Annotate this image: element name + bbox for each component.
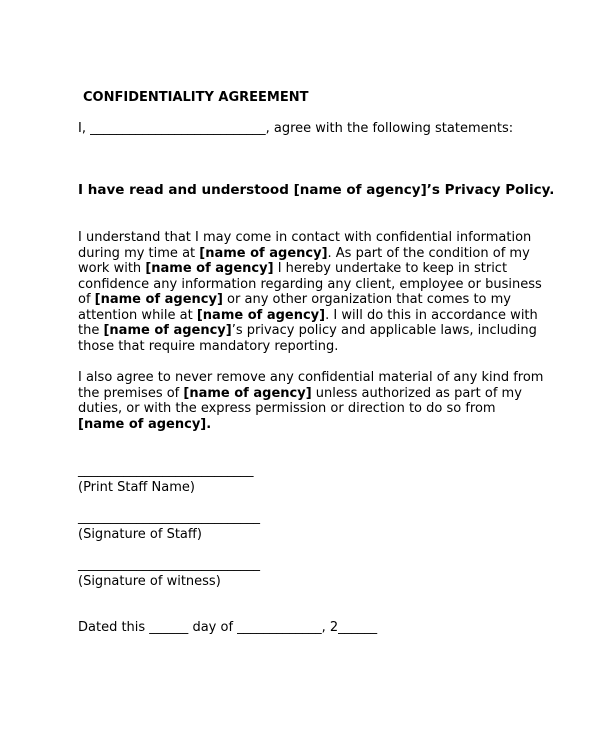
paragraph-line: duties, or with the express permission or direction to do so from xyxy=(78,401,496,416)
staff-signature-label: (Signature of Staff) xyxy=(78,527,202,542)
privacy-policy-heading: I have read and understood [name of agency]’s Privacy Policy. xyxy=(78,182,555,198)
agency-placeholder: [name of agency] xyxy=(94,292,223,307)
paragraph-line: I also agree to never remove any confidential material of any kind from xyxy=(78,370,544,385)
intro-statement: I, ___________________________, agree with the following statements: xyxy=(78,121,514,136)
paragraph-line: I understand that I may come in contact with confidential information xyxy=(78,230,532,245)
paragraph-line: of [name of agency] or any other organization that comes to my xyxy=(78,292,511,307)
staff-signature-line: ____________________________ xyxy=(78,510,260,525)
agency-placeholder: [name of agency] xyxy=(183,385,312,401)
agency-placeholder: [name of agency]. xyxy=(78,416,212,432)
witness-signature-line: ____________________________ xyxy=(78,557,260,572)
print-staff-name-label: (Print Staff Name) xyxy=(78,480,195,495)
paragraph-line: the [name of agency]’s privacy policy and applicable laws, including xyxy=(78,323,537,338)
document-title: CONFIDENTIALITY AGREEMENT xyxy=(83,90,309,105)
paragraph-line: work with [name of agency] I hereby undertake to keep in strict xyxy=(78,261,508,276)
agency-placeholder: [name of agency] xyxy=(196,307,326,323)
witness-signature-label: (Signature of witness) xyxy=(78,574,221,589)
paragraph-line: attention while at [name of agency]. I will do this in accordance with xyxy=(78,307,538,323)
agency-placeholder: [name of agency] xyxy=(145,261,274,276)
dated-line: Dated this ______ day of _____________, 2______ xyxy=(78,620,378,635)
material-removal-paragraph xyxy=(78,370,548,432)
agency-placeholder: [name of agency] xyxy=(199,245,328,261)
print-staff-name-line: ___________________________ xyxy=(78,463,254,478)
paragraph-line xyxy=(78,417,548,433)
agency-placeholder: [name of agency] xyxy=(103,323,232,338)
paragraph-line: the premises of [name of agency] unless authorized as part of my xyxy=(78,385,522,401)
paragraph-line: confidence any information regarding any client, employee or business xyxy=(78,276,542,292)
paragraph-line: those that require mandatory reporting. xyxy=(78,338,339,354)
confidentiality-paragraph xyxy=(78,230,548,354)
paragraph-line: during my time at [name of agency]. As part of the condition of my xyxy=(78,245,530,261)
